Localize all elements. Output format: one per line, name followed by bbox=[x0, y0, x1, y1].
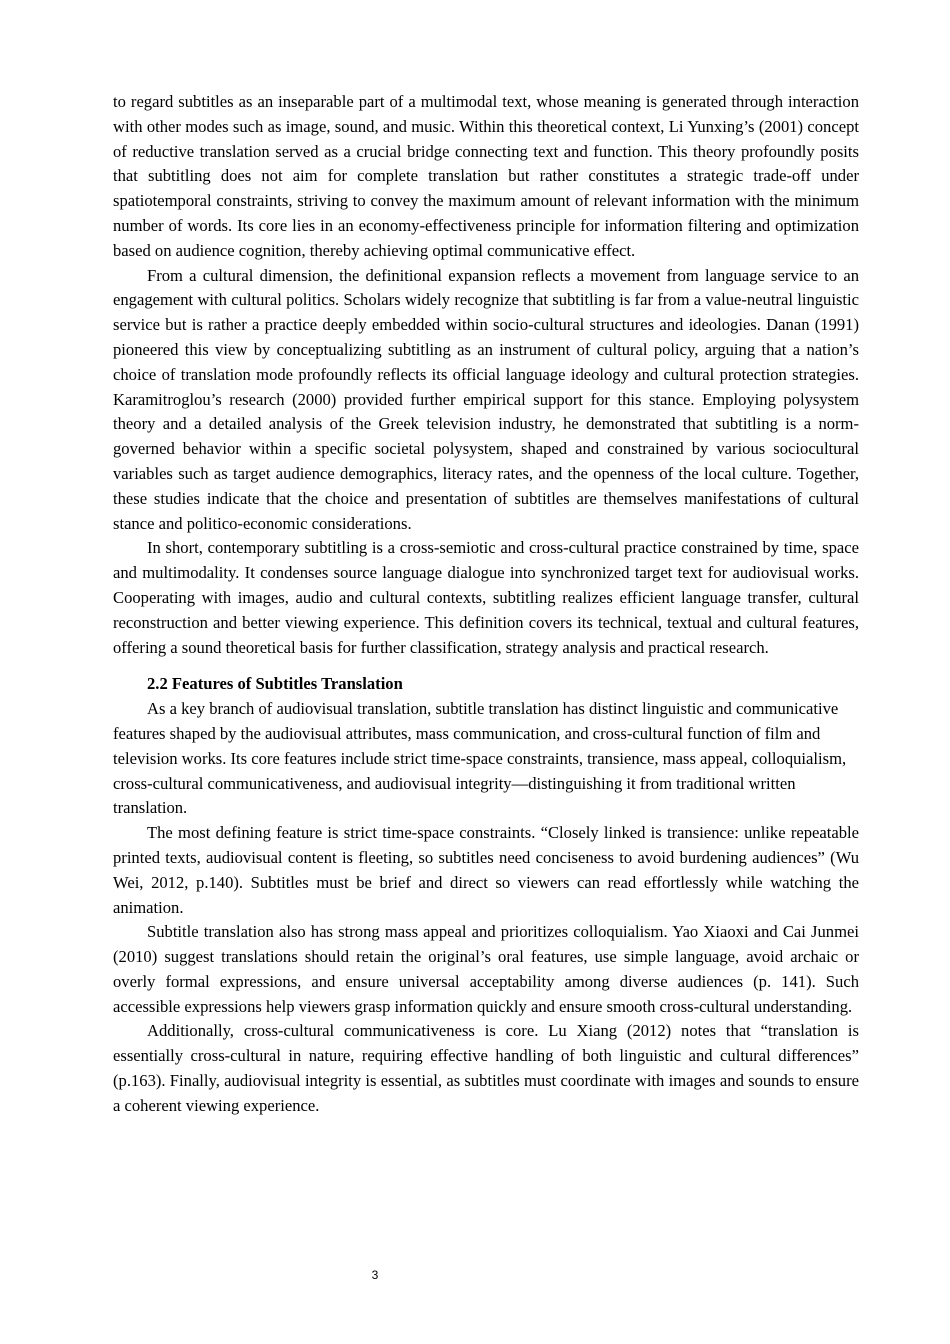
page-number: 3 bbox=[371, 1268, 379, 1282]
paragraph-time-space: The most defining feature is strict time-space constraints. “Closely linked is transience: unlike repeatable printed texts, audiovisual content is fleeting, so subtitles need conciseness to avoid burdening audiences” (Wu Wei, 2012, p.140). Subtitles must be brief and direct so viewers can read effortlessly while watching the animation. bbox=[113, 823, 859, 917]
paragraph-cultural-dimension: From a cultural dimension, the definitional expansion reflects a movement from language service to an engagement with cultural politics. Scholars widely recognize that subtitling is far from a value-neutral linguistic service but is rather a practice deeply embedded within socio-cultural structures and ideologies. Danan (1991) pioneered this view by conceptualizing subtitling as an instrument of cultural policy, arguing that a nation’s choice of translation mode profoundly reflects its official language ideology and cultural protection strategies. Karamitroglou’s research (2000) provided further empirical support for this stance. Employing polysystem theory and a detailed analysis of the Greek television industry, he demonstrated that subtitling is a norm-governed behavior within a specific societal polysystem, shaped and constrained by various sociocultural variables such as target audience demographics, literacy rates, and the openness of the local culture. Together, these studies indicate that the choice and presentation of subtitles are themselves manifestations of cultural stance and politico-economic considerations. bbox=[113, 265, 859, 533]
paragraph-cross-cultural: Additionally, cross-cultural communicativeness is core. Lu Xiang (2012) notes that “translation is essentially cross-cultural in nature, requiring effective handling of both linguistic and cultural differences” (p.163). Finally, audiovisual integrity is essential, as subtitles must coordinate with images and sounds to ensure a coherent viewing experience. bbox=[113, 1021, 859, 1115]
paragraph-continuation: to regard subtitles as an inseparable part of a multimodal text, whose meaning is generated through interaction with other modes such as image, sound, and music. Within this theoretical context, Li Yunxing’s (2001) concept of reductive translation served as a crucial bridge connecting text and function. This theory profoundly posits that subtitling does not aim for complete translation but rather constitutes a strategic trade-off under spatiotemporal constraints, striving to convey the maximum amount of relevant information with the minimum number of words. Its core lies in an economy-effectiveness principle for information filtering and optimization based on audience cognition, thereby achieving optimal communicative effect. bbox=[113, 92, 859, 260]
section-heading: 2.2 Features of Subtitles Translation bbox=[147, 674, 403, 694]
paragraph-mass-appeal: Subtitle translation also has strong mass appeal and prioritizes colloquialism. Yao Xiaoxi and Cai Junmei (2010) suggest translations should retain the original’s oral features, use simple language, avoid archaic or overly formal expressions, and ensure universal acceptability among diverse audiences (p. 141). Such accessible expressions help viewers grasp information quickly and ensure smooth cross-cultural understanding. bbox=[113, 922, 859, 1016]
paragraph-features-intro: As a key branch of audiovisual translation, subtitle translation has distinct linguistic and communicative features shaped by the audiovisual attributes, mass communication, and cross-cultural function of film and television works. Its core features include strict time-space constraints, transience, mass appeal, colloquialism, cross-cultural communicativeness, and audiovisual integrity—distinguishing it from traditional written translation. bbox=[113, 699, 847, 818]
paragraph-summary: In short, contemporary subtitling is a cross-semiotic and cross-cultural practice constrained by time, space and multimodality. It condenses source language dialogue into synchronized target text for audiovisual works. Cooperating with images, audio and cultural contexts, subtitling realizes efficient language transfer, cultural reconstruction and better viewing experience. This definition covers its technical, textual and cultural features, offering a sound theoretical basis for further classification, strategy analysis and practical research. bbox=[113, 538, 859, 657]
page-body bbox=[113, 90, 859, 1119]
